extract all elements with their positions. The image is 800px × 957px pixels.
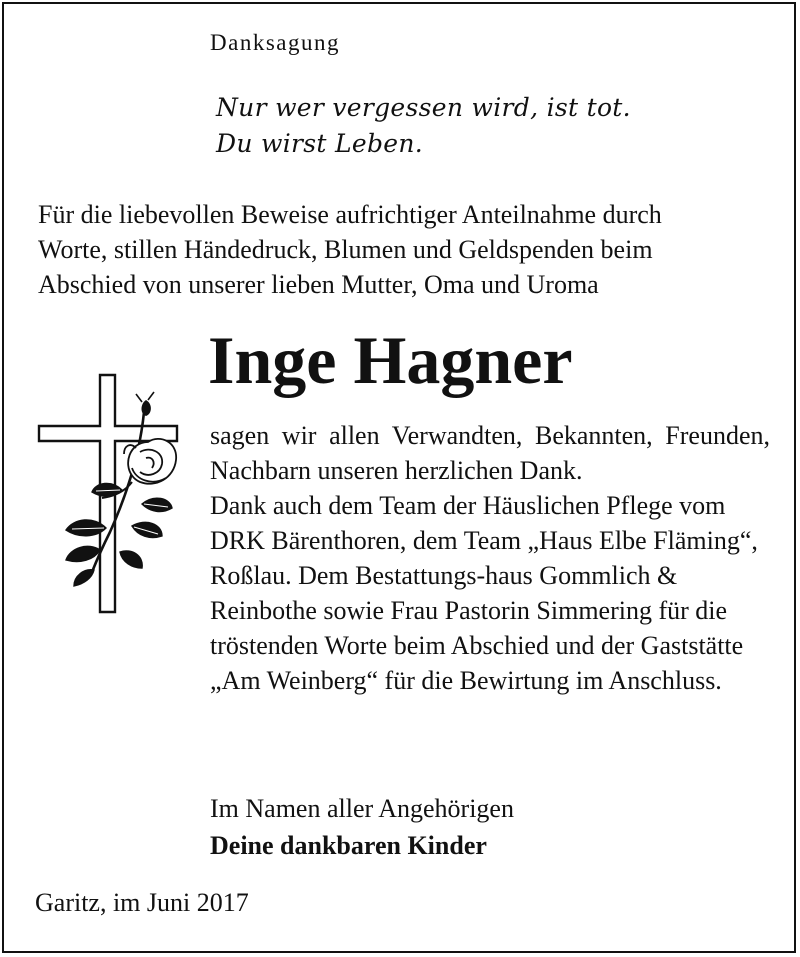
motto-line: Nur wer vergessen wird, ist tot. (216, 93, 631, 122)
intro-line: Worte, stillen Händedruck, Blumen und Geldspenden beim (38, 235, 653, 264)
body-paragraph: Dank auch dem Team der Häuslichen Pflege vom DRK Bärenthoren, dem Team „Haus Elbe Fläming“, Roßlau. Dem Bestattungs-haus Gommlich & Reinbothe sowie Frau Pastorin Simmering für die tröstenden Worte beim Abschied und der Gaststätte „Am Weinberg“ für die Bewirtung im Anschluss. (210, 491, 758, 695)
motto (216, 90, 631, 162)
intro-line: Abschied von unserer lieben Mutter, Oma und Uroma (38, 270, 599, 299)
place-date: Garitz, im Juni 2017 (35, 888, 249, 917)
closing (210, 790, 514, 864)
body-text (210, 418, 770, 698)
notice-heading: Danksagung (210, 30, 340, 55)
deceased-name: Inge Hagner (208, 322, 573, 398)
body-paragraph: sagen wir allen Verwandten, Bekannten, Freunden, Nachbarn unseren herzlichen Dank. (210, 421, 770, 485)
signature: Deine dankbaren Kinder (210, 831, 487, 860)
intro-text (38, 197, 768, 302)
motto-line: Du wirst Leben. (216, 129, 424, 158)
cross-with-rose-icon (36, 372, 184, 616)
closing-line: Im Namen aller Angehörigen (210, 794, 514, 823)
intro-line: Für die liebevollen Beweise aufrichtiger Anteilnahme durch (38, 200, 662, 229)
